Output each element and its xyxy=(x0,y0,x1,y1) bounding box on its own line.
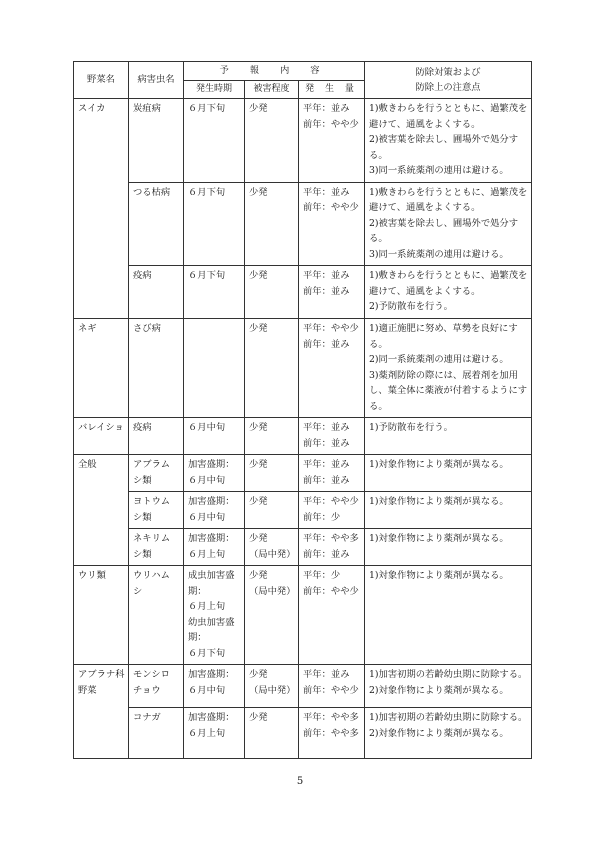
timing-cell-line: ６月上旬 xyxy=(188,601,226,612)
damage-cell xyxy=(245,708,299,759)
damage-cell xyxy=(245,418,299,455)
pest-cell-line: モンシロ xyxy=(133,669,170,680)
vegetable-cell: スイカ xyxy=(74,99,129,319)
pest-cell-line: 炭疽病 xyxy=(133,103,161,114)
pest-cell-line: 疫病 xyxy=(133,422,152,433)
control-note: 2)同一系統薬剤の連用は避ける。 xyxy=(369,354,509,365)
timing-cell-line: ６月中旬 xyxy=(188,511,226,523)
page-number: 5 xyxy=(296,776,304,787)
timing-cell-line: 期： xyxy=(188,585,207,597)
timing-cell xyxy=(184,319,245,418)
timing-cell-line: 加害盛期： xyxy=(188,712,235,723)
table-row xyxy=(74,566,532,665)
table-row xyxy=(74,492,532,529)
header-damage: 被害程度 xyxy=(245,80,299,99)
timing-cell xyxy=(184,566,245,665)
header-control-line1: 防除対策および xyxy=(415,66,481,78)
damage-cell xyxy=(245,319,299,418)
pest-cell xyxy=(129,566,184,665)
control-note: 1)敷きわらを行うとともに、過繁茂を避けて、通風をよくする。 xyxy=(369,186,528,213)
amount-cell-line: 平年：少 xyxy=(303,570,341,581)
amount-cell-line: 前年：並み xyxy=(303,437,350,449)
control-note: 1)対象作物により薬剤が異なる。 xyxy=(369,570,509,581)
damage-cell-line: 少発 xyxy=(249,186,268,198)
table-row xyxy=(74,529,532,566)
table-row xyxy=(74,418,532,455)
amount-cell-line: 平年：並み xyxy=(303,103,350,114)
timing-cell-line: 期： xyxy=(188,632,207,643)
control-note: 1)予防散布を行う。 xyxy=(369,422,453,433)
control-note: 2)被害葉を除去し、圃場外で処分する。 xyxy=(369,217,519,244)
control-note: 3)同一系統薬剤の連用は避ける。 xyxy=(369,165,509,176)
damage-cell xyxy=(245,455,299,492)
timing-cell xyxy=(184,455,245,492)
amount-cell xyxy=(299,99,365,183)
timing-cell-line: ６月中旬 xyxy=(188,684,226,696)
pest-cell-line: アブラム xyxy=(133,459,171,470)
amount-cell-line: 前年：少 xyxy=(303,511,341,523)
pest-cell-line: シ類 xyxy=(133,548,152,560)
amount-cell xyxy=(299,708,365,759)
damage-cell-line: 少発 xyxy=(249,323,268,334)
control-notes-cell xyxy=(365,566,532,665)
pest-cell xyxy=(129,99,184,183)
pest-cell-line: シ xyxy=(133,585,143,597)
pest-cell xyxy=(129,529,184,566)
header-timing: 発生時期 xyxy=(184,80,245,99)
table-body xyxy=(74,99,532,759)
vegetable-cell: 全般 xyxy=(74,455,129,566)
damage-cell-line: 少発 xyxy=(249,712,268,723)
amount-cell-line: 前年：並み xyxy=(303,548,350,560)
pest-cell-line: コナガ xyxy=(133,712,161,723)
amount-cell-line: 前年：やや多 xyxy=(303,727,359,739)
amount-cell-line: 平年：並み xyxy=(303,186,350,198)
timing-cell-line: ６月中旬 xyxy=(188,422,226,433)
control-note: 3)薬剤防除の際には、展着剤を加用し、葉全体に薬液が付着するようにする。 xyxy=(369,369,528,412)
pest-cell-line: さび病 xyxy=(133,323,161,334)
header-control xyxy=(365,62,532,99)
pest-cell-line: シ類 xyxy=(133,474,152,486)
amount-cell xyxy=(299,182,365,266)
amount-cell-line: 平年：やや少 xyxy=(303,496,359,507)
header-forecast-group: 予 報 内 容 xyxy=(184,62,365,81)
amount-cell xyxy=(299,566,365,665)
header-control-line2: 防除上の注意点 xyxy=(415,82,481,93)
amount-cell-line: 前年：やや少 xyxy=(303,684,359,696)
table-row xyxy=(74,708,532,759)
control-note: 1)対象作物により薬剤が異なる。 xyxy=(369,459,509,470)
timing-cell xyxy=(184,418,245,455)
timing-cell xyxy=(184,182,245,266)
table-row xyxy=(74,266,532,319)
control-note: 2)予防散布を行う。 xyxy=(369,301,453,312)
amount-cell-line: 平年：並み xyxy=(303,422,350,433)
control-note: 1)加害初期の若齢幼虫期に防除する。 xyxy=(369,712,528,723)
damage-cell xyxy=(245,182,299,266)
timing-cell-line: 加害盛期： xyxy=(188,533,235,544)
control-notes-cell xyxy=(365,492,532,529)
timing-cell xyxy=(184,708,245,759)
control-note: 2)対象作物により薬剤が異なる。 xyxy=(369,684,509,696)
timing-cell-line: ６月下旬 xyxy=(188,186,226,198)
table-row xyxy=(74,182,532,266)
control-note: 1)敷きわらを行うとともに、過繁茂を避けて、通風をよくする。 xyxy=(369,103,528,130)
amount-cell-line: 前年：やや少 xyxy=(303,118,359,130)
control-notes-cell xyxy=(365,455,532,492)
pest-cell xyxy=(129,319,184,418)
amount-cell-line: 平年：並み xyxy=(303,270,350,281)
timing-cell xyxy=(184,99,245,183)
timing-cell-line: 加害盛期： xyxy=(188,459,235,470)
timing-cell-line: 成虫加害盛 xyxy=(188,570,235,581)
damage-cell-line: 少発 xyxy=(249,270,268,281)
pest-cell xyxy=(129,418,184,455)
header-pest: 病害虫名 xyxy=(129,62,184,99)
timing-cell-line: 加害盛期： xyxy=(188,496,235,507)
timing-cell-line: 幼虫加害盛 xyxy=(188,616,235,628)
control-notes-cell xyxy=(365,319,532,418)
amount-cell xyxy=(299,319,365,418)
control-note: 1)適正施肥に努め、草勢を良好にする。 xyxy=(369,323,518,350)
timing-cell-line: ６月下旬 xyxy=(188,647,226,659)
amount-cell-line: 前年：並み xyxy=(303,285,350,297)
pest-cell-line: つる枯病 xyxy=(133,186,171,198)
control-notes-cell xyxy=(365,418,532,455)
damage-cell-line: 少発 xyxy=(249,103,268,114)
damage-cell-line: （局中発） xyxy=(249,684,296,696)
pest-cell xyxy=(129,266,184,319)
damage-cell-line: 少発 xyxy=(249,669,268,680)
pest-cell-line: チョウ xyxy=(133,684,161,696)
control-note: 1)敷きわらを行うとともに、過繁茂を避けて、通風をよくする。 xyxy=(369,270,528,297)
amount-cell-line: 平年：やや多 xyxy=(303,533,359,544)
pest-cell xyxy=(129,665,184,708)
amount-cell xyxy=(299,492,365,529)
timing-cell xyxy=(184,665,245,708)
damage-cell-line: 少発 xyxy=(249,533,268,544)
damage-cell-line: 少発 xyxy=(249,570,268,581)
header-amount: 発 生 量 xyxy=(299,80,365,99)
damage-cell-line: （局中発） xyxy=(249,585,296,597)
control-note: 1)対象作物により薬剤が異なる。 xyxy=(369,496,509,507)
timing-cell-line: 加害盛期： xyxy=(188,669,235,680)
amount-cell-line: 前年：並み xyxy=(303,338,350,350)
timing-cell-line: ６月下旬 xyxy=(188,103,226,114)
control-notes-cell xyxy=(365,266,532,319)
damage-cell-line: 少発 xyxy=(249,422,268,433)
damage-cell-line: 少発 xyxy=(249,459,268,470)
damage-cell-line: 少発 xyxy=(249,496,268,507)
damage-cell xyxy=(245,492,299,529)
damage-cell-line: （局中発） xyxy=(249,548,296,560)
amount-cell xyxy=(299,455,365,492)
vegetable-cell: ウリ類 xyxy=(74,566,129,665)
control-notes-cell xyxy=(365,665,532,708)
amount-cell-line: 前年：並み xyxy=(303,474,350,486)
control-note: 1)対象作物により薬剤が異なる。 xyxy=(369,533,509,544)
amount-cell-line: 平年：並み xyxy=(303,669,350,680)
control-notes-cell xyxy=(365,529,532,566)
timing-cell xyxy=(184,266,245,319)
damage-cell xyxy=(245,566,299,665)
timing-cell-line: ６月中旬 xyxy=(188,474,226,486)
pest-cell-line: シ類 xyxy=(133,511,152,523)
timing-cell-line: ６月上旬 xyxy=(188,727,226,739)
timing-cell-line: ６月下旬 xyxy=(188,270,226,281)
pest-forecast-table xyxy=(73,61,532,759)
vegetable-cell: アブラナ科野菜 xyxy=(74,665,129,759)
damage-cell xyxy=(245,266,299,319)
pest-cell-line: ヨトウム xyxy=(133,496,171,507)
amount-cell xyxy=(299,266,365,319)
damage-cell xyxy=(245,99,299,183)
control-notes-cell xyxy=(365,182,532,266)
pest-cell-line: ウリハム xyxy=(133,570,170,581)
table-header xyxy=(74,62,532,99)
amount-cell-line: 平年：やや多 xyxy=(303,712,359,723)
vegetable-cell: ネギ xyxy=(74,319,129,418)
control-note: 2)被害葉を除去し、圃場外で処分する。 xyxy=(369,134,519,161)
pest-cell-line: 疫病 xyxy=(133,270,152,281)
table-row xyxy=(74,665,532,708)
control-note: 3)同一系統薬剤の連用は避ける。 xyxy=(369,248,509,260)
control-note: 1)加害初期の若齢幼虫期に防除する。 xyxy=(369,669,528,680)
amount-cell xyxy=(299,529,365,566)
amount-cell xyxy=(299,418,365,455)
pest-cell xyxy=(129,708,184,759)
timing-cell-line: ６月上旬 xyxy=(188,548,226,560)
pest-cell xyxy=(129,492,184,529)
table-row xyxy=(74,319,532,418)
control-note: 2)対象作物により薬剤が異なる。 xyxy=(369,727,509,739)
pest-cell xyxy=(129,455,184,492)
header-vegetable: 野菜名 xyxy=(74,62,129,99)
vegetable-cell: バレイショ xyxy=(74,418,129,455)
table-row xyxy=(74,455,532,492)
amount-cell-line: 平年：並み xyxy=(303,459,350,470)
amount-cell xyxy=(299,665,365,708)
amount-cell-line: 平年：やや少 xyxy=(303,323,359,334)
control-notes-cell xyxy=(365,99,532,183)
amount-cell-line: 前年：やや少 xyxy=(303,585,359,597)
control-notes-cell xyxy=(365,708,532,759)
pest-cell xyxy=(129,182,184,266)
damage-cell xyxy=(245,665,299,708)
timing-cell xyxy=(184,529,245,566)
damage-cell xyxy=(245,529,299,566)
timing-cell xyxy=(184,492,245,529)
pest-cell-line: ネキリム xyxy=(133,533,171,544)
table-row xyxy=(74,99,532,183)
amount-cell-line: 前年：やや少 xyxy=(303,202,359,213)
